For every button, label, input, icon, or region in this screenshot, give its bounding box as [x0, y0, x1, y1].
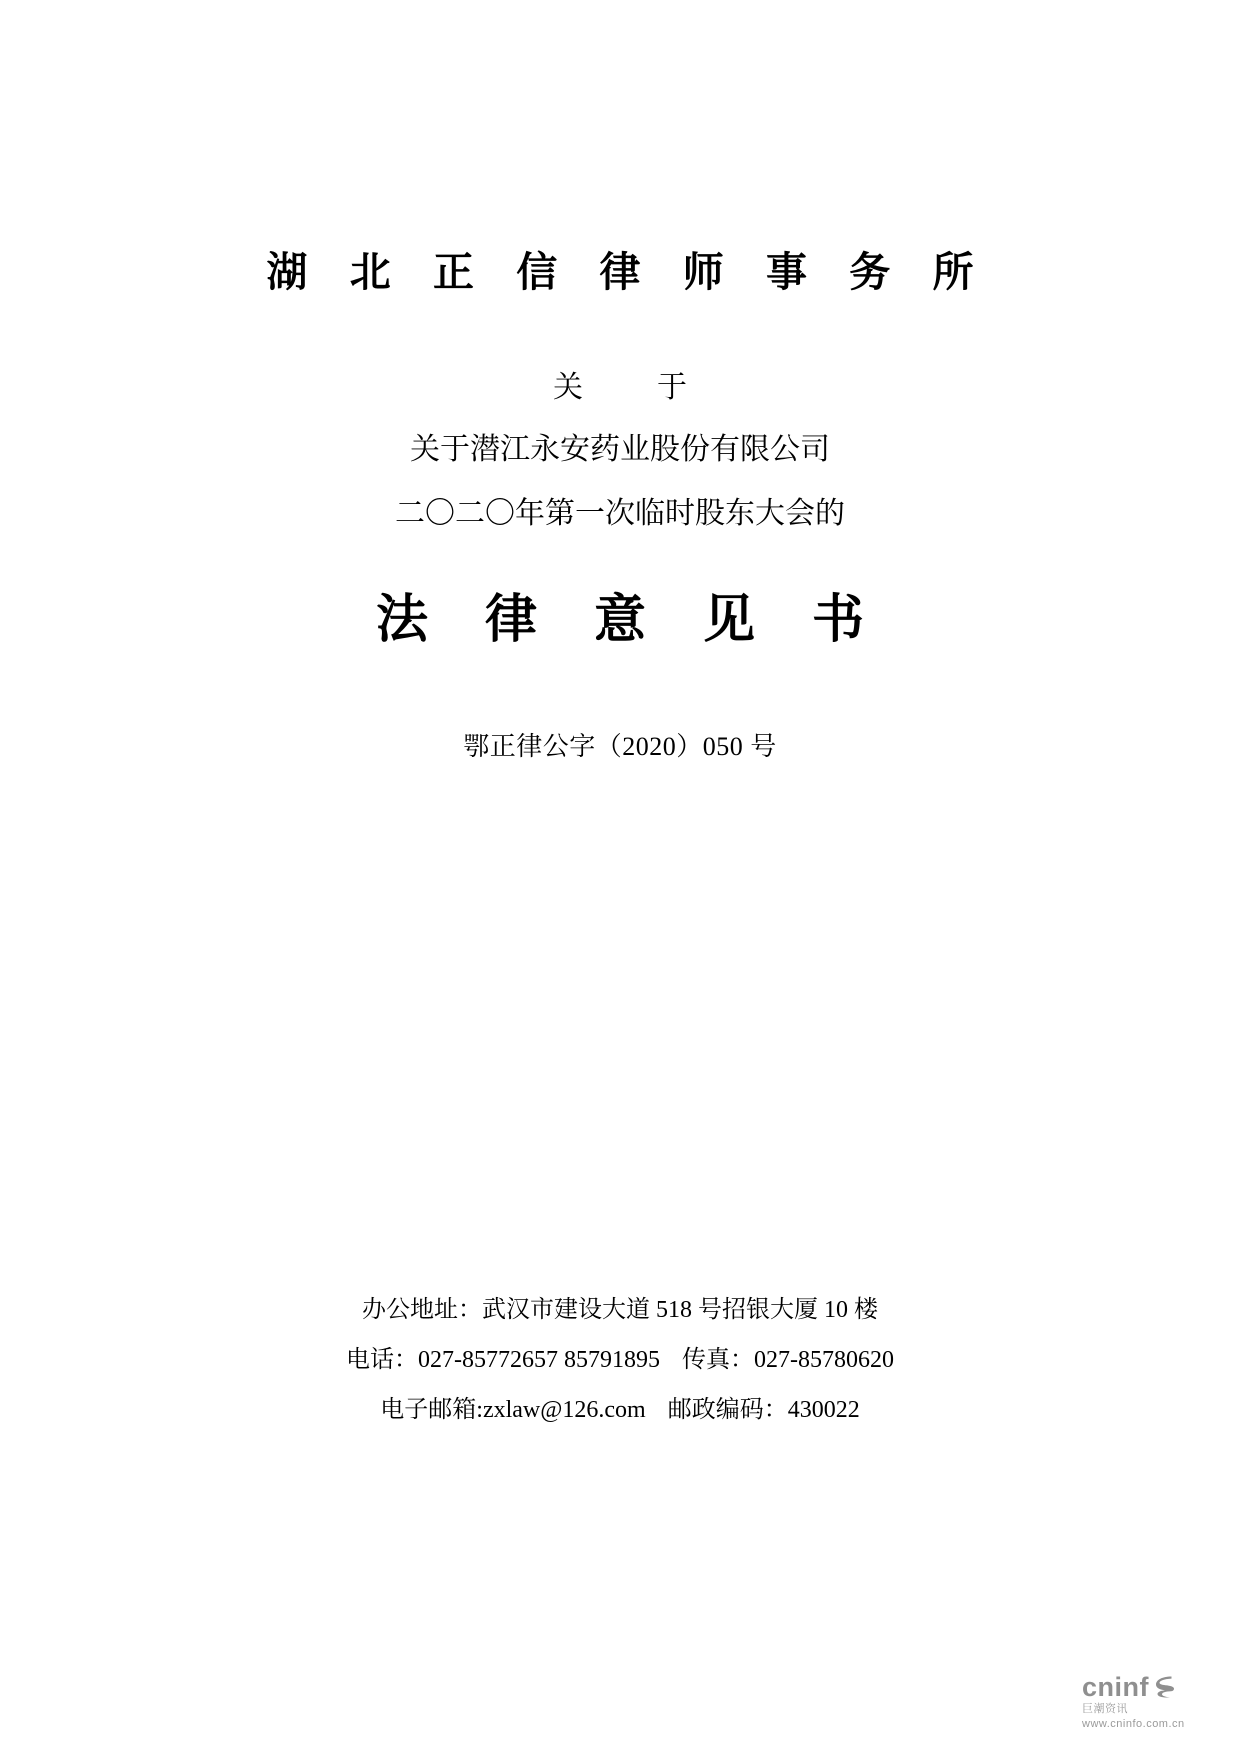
about-label-left: 关 — [553, 371, 583, 404]
fax-label: 传真：027-85780620 — [682, 1347, 894, 1373]
watermark-site: www.cninfo.com.cn — [1082, 1718, 1185, 1731]
cninfo-logo-icon — [1153, 1675, 1175, 1699]
firm-name-heading: 湖 北 正 信 律 师 事 务 所 — [266, 249, 990, 295]
cninfo-watermark — [1082, 1671, 1214, 1733]
about-label — [0, 368, 1240, 407]
office-address: 办公地址：武汉市建设大道 518 号招银大厦 10 楼 — [362, 1297, 878, 1323]
phone-fax-line — [0, 1348, 1240, 1372]
watermark-brand-row — [1082, 1671, 1214, 1702]
watermark-brand-text: cninf — [1082, 1671, 1149, 1702]
phone-label: 电话：027-85772657 85791895 — [346, 1347, 660, 1373]
subject-line-1: 关于潜江永安药业股份有限公司 — [410, 433, 830, 466]
subject-line-2: 二〇二〇年第一次临时股东大会的 — [395, 497, 845, 530]
document-type-heading: 法 律 意 见 书 — [375, 592, 886, 649]
watermark-name-cn: 巨潮资讯 — [1082, 1702, 1128, 1715]
document-number: 鄂正律公字（2020）050 号 — [463, 732, 777, 761]
email-label: 电子邮箱:zxlaw@126.com — [380, 1397, 646, 1423]
about-label-right: 于 — [657, 371, 687, 404]
email-postcode-line — [0, 1398, 1240, 1422]
postcode-label: 邮政编码：430022 — [667, 1397, 860, 1423]
